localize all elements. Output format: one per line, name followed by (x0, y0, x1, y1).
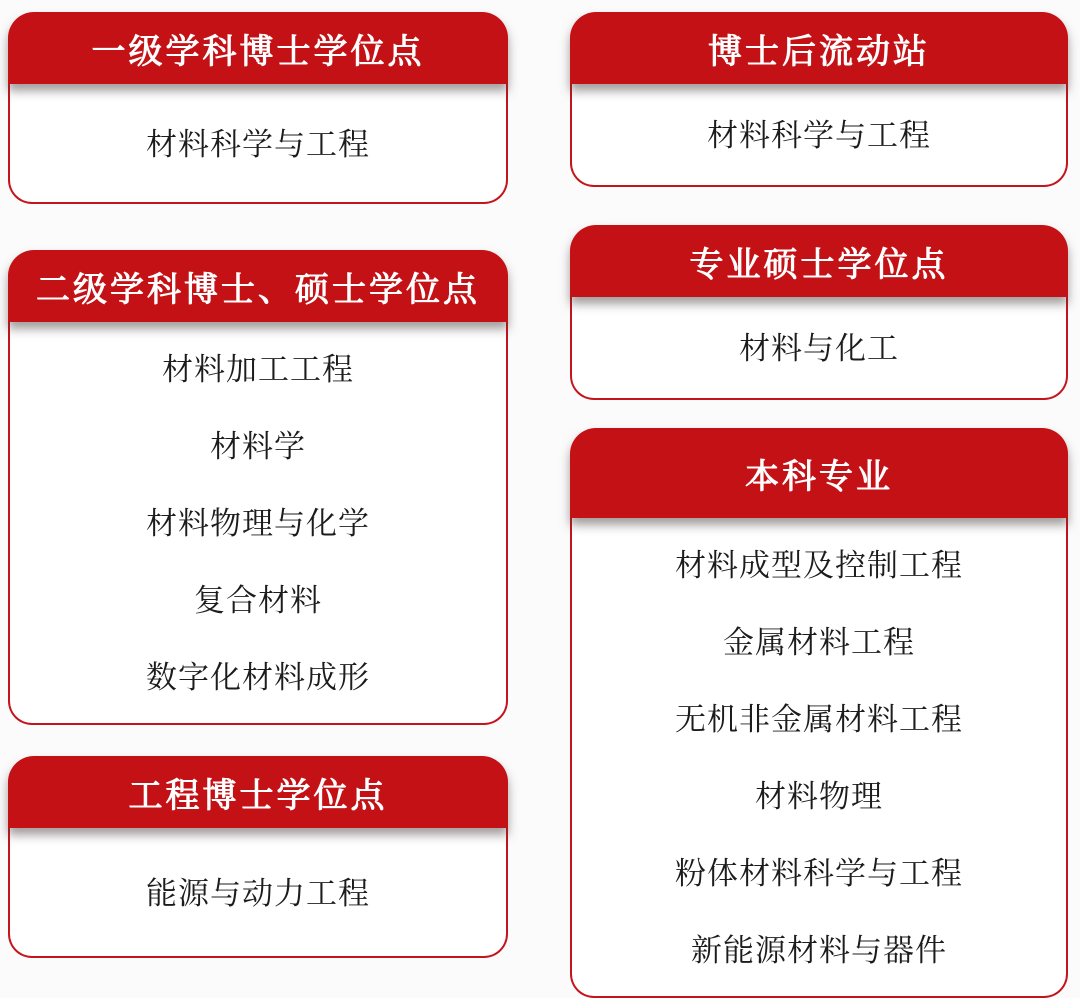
program-item: 材料学 (210, 429, 306, 464)
program-item: 数字化材料成形 (146, 660, 370, 695)
card-header (8, 12, 508, 84)
card-title: 一级学科博士学位点 (91, 33, 425, 71)
card-header (8, 756, 508, 828)
card-body (8, 322, 508, 725)
program-item: 材料与化工 (739, 331, 899, 366)
program-item: 材料物理与化学 (146, 506, 370, 541)
program-item: 新能源材料与器件 (691, 933, 947, 968)
card-body (570, 84, 1068, 187)
card-header (570, 428, 1068, 518)
program-item: 粉体材料科学与工程 (675, 856, 963, 891)
program-item: 材料物理 (755, 779, 883, 814)
card-body (8, 84, 508, 204)
card-header (570, 225, 1068, 297)
program-item: 材料成型及控制工程 (675, 548, 963, 583)
program-card (570, 428, 1068, 998)
program-item: 材料加工工程 (162, 352, 354, 387)
program-card (8, 756, 508, 958)
program-card (570, 225, 1068, 400)
program-item: 无机非金属材料工程 (675, 702, 963, 737)
card-header (8, 250, 508, 322)
card-body (570, 297, 1068, 400)
card-body (570, 518, 1068, 998)
program-item: 能源与动力工程 (146, 875, 370, 911)
right-column (570, 0, 1068, 968)
card-title: 本科专业 (745, 458, 893, 496)
card-title: 工程博士学位点 (128, 777, 388, 815)
card-header (570, 12, 1068, 84)
left-column (8, 0, 508, 923)
program-card (570, 12, 1068, 187)
program-card (8, 12, 508, 204)
card-body (8, 828, 508, 958)
program-item: 材料科学与工程 (707, 118, 931, 153)
program-card (8, 250, 508, 725)
card-title: 专业硕士学位点 (689, 246, 949, 284)
program-item: 材料科学与工程 (146, 126, 370, 162)
program-item: 金属材料工程 (723, 625, 915, 660)
program-item: 复合材料 (194, 583, 322, 618)
card-title: 博士后流动站 (708, 33, 930, 71)
card-title: 二级学科博士、硕士学位点 (36, 271, 480, 309)
